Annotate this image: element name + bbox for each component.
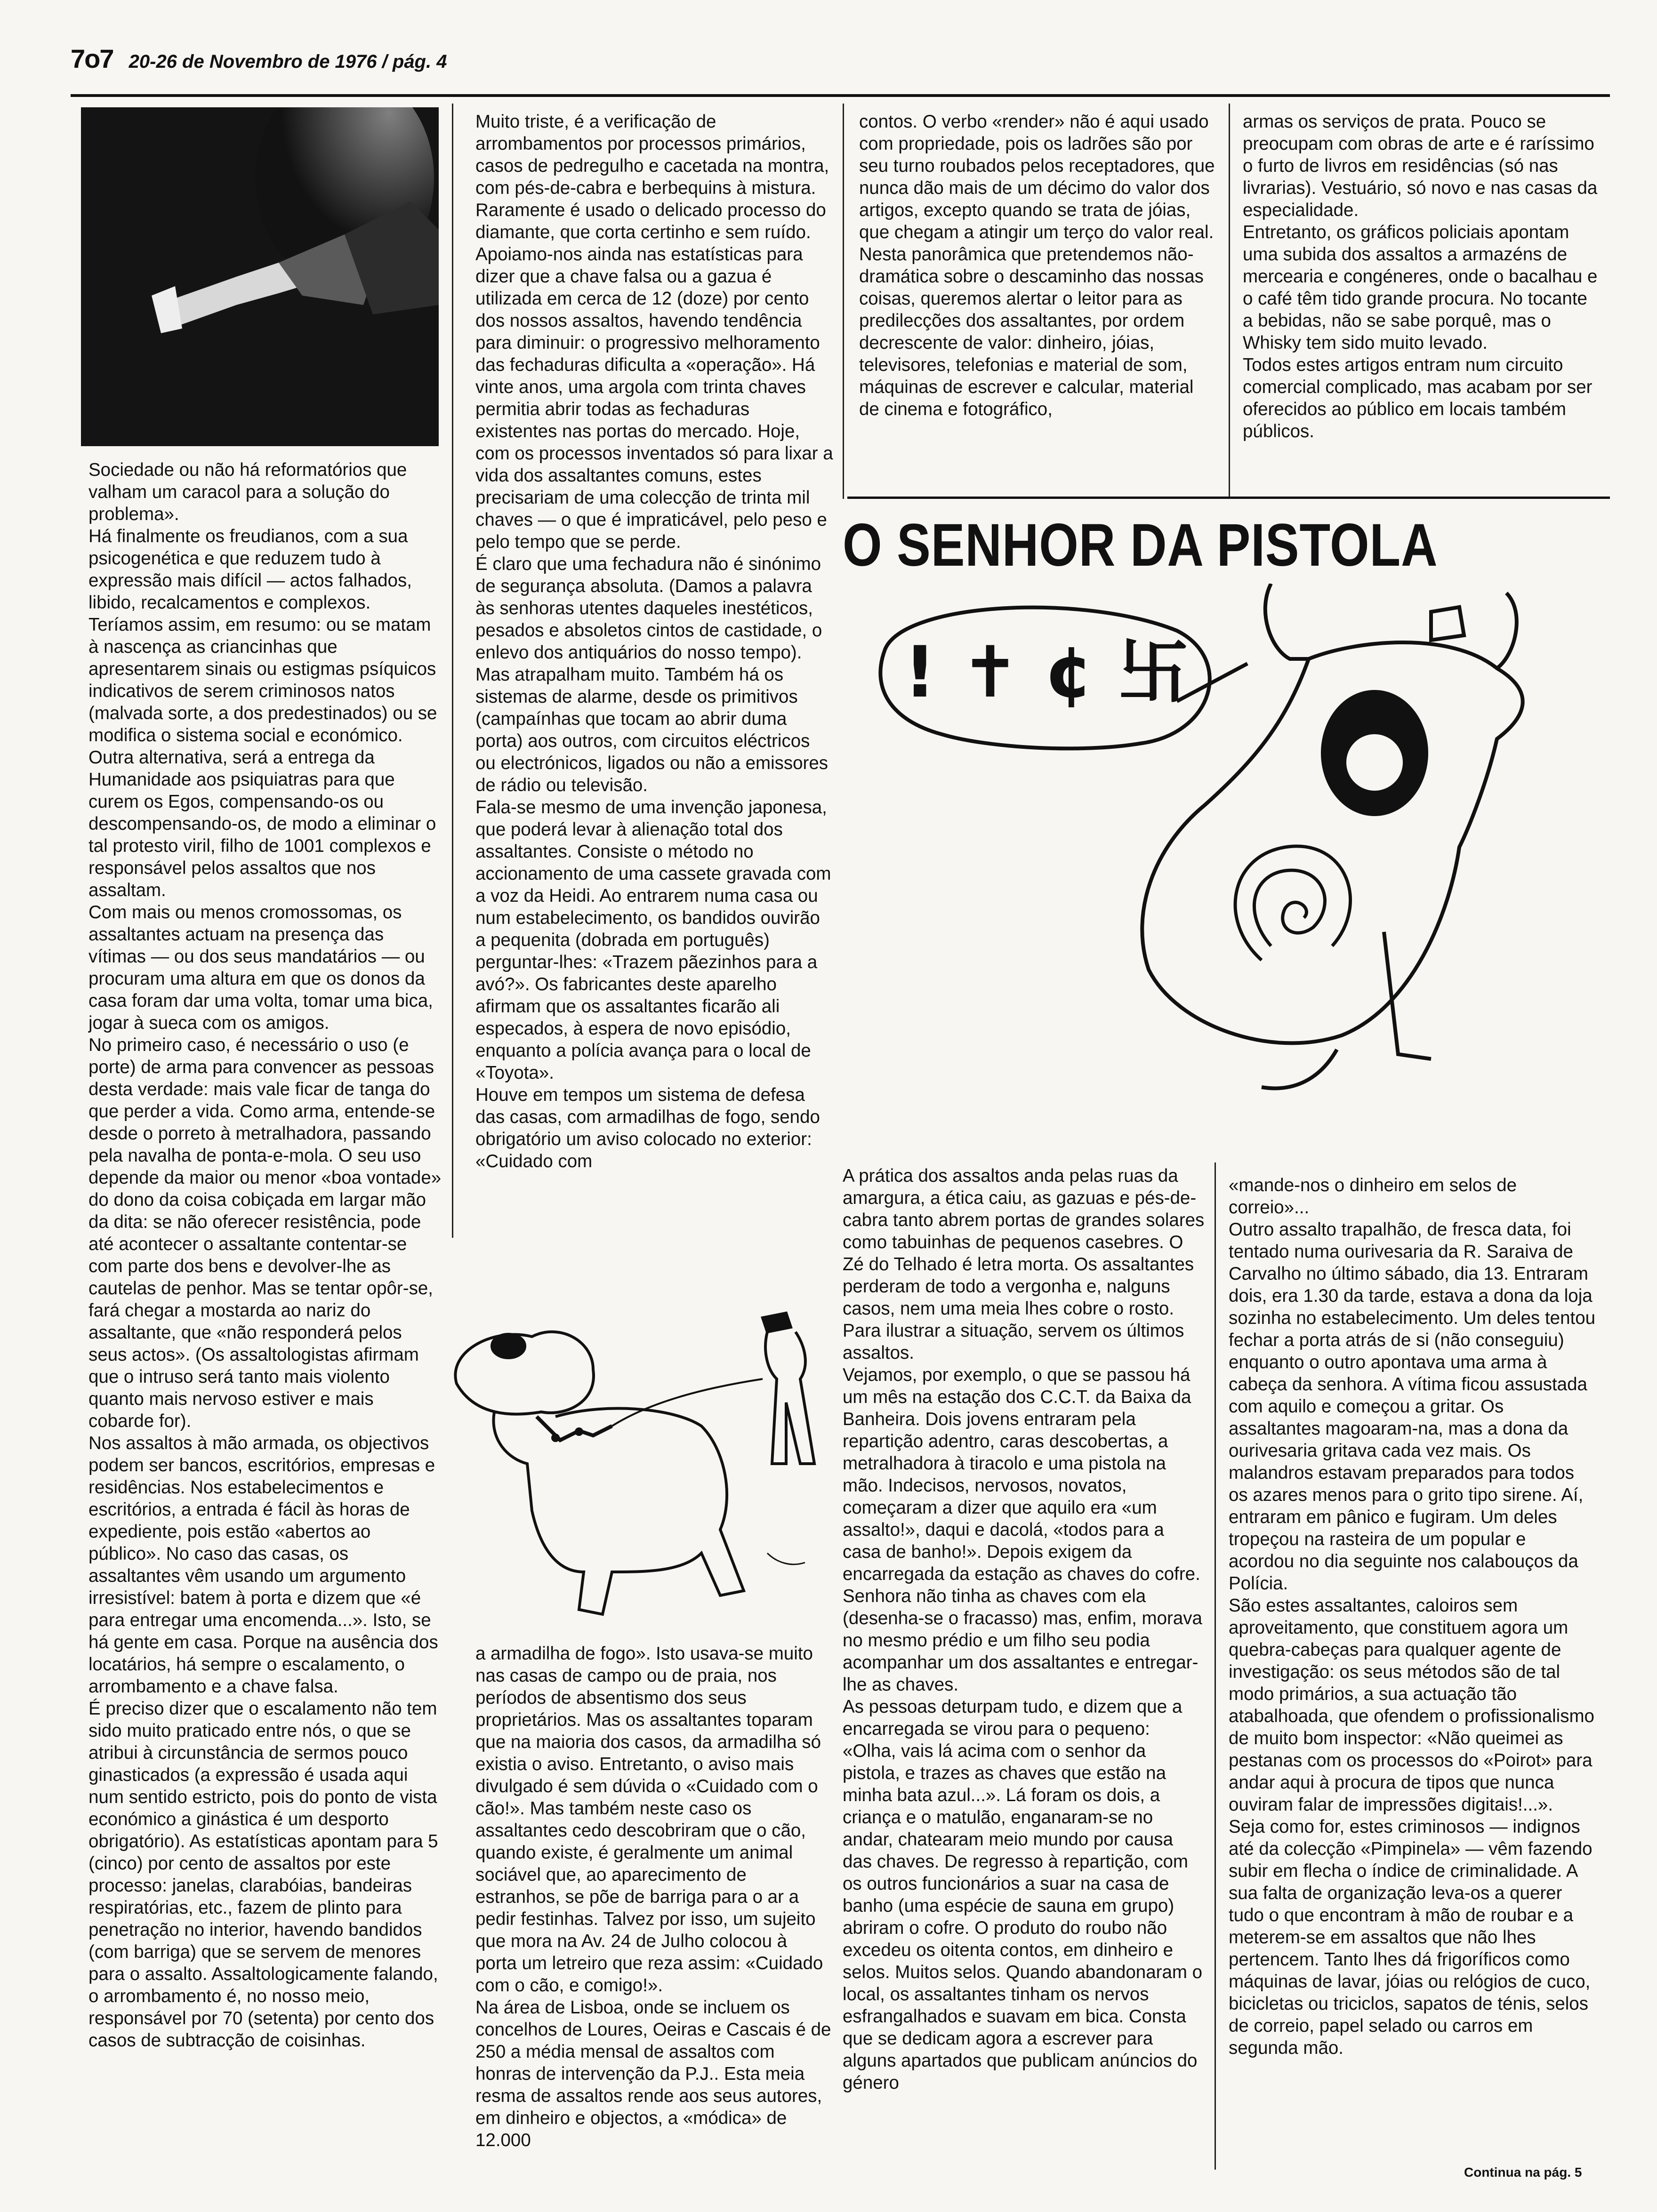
paragraph: Na área de Lisboa, onde se incluem os concelhos de Loures, Oeiras e Cascais é de 250 a média mensal de assaltos com honras de intervenção da P.J.. Esta meia resma de assaltos rende aos seus autores, em dinheiro e objectos, a «módica» de 12.000 <box>475 1997 831 2150</box>
column-divider <box>1229 104 1230 499</box>
paragraph: a armadilha de fogo». Isto usava-se muito nas casas de campo ou de praia, nos períodos de absentismo dos seus proprietários. Mas os assaltantes toparam que na maioria dos casos, da armadilha só existia o aviso. Entretanto, o aviso mais divulgado é sem dúvida o «Cuidado com o cão!». Mas também neste caso os assaltantes cedo descobriram que o cão, quando existe, é geralmente um animal sociável que, ao aparecimento de estranhos, se põe de barriga para o ar a pedir festinhas. Talvez por isso, um sujeito que mora na Av. 24 de Julho colocou à porta um letreiro que reza assim: «Cuidado com o cão, e comigo!». <box>475 1643 823 1996</box>
paragraph: Todos estes artigos entram num circuito comercial complicado, mas acabam por ser oferecidos ao público em locais também públicos. <box>1243 355 1593 441</box>
column-divider <box>1215 1162 1216 2170</box>
dog-cartoon <box>438 1308 843 1647</box>
column-2 <box>475 111 833 1172</box>
paragraph: Sociedade ou não há reformatórios que valham um caracol para a solução do problema». <box>88 460 407 524</box>
column-6 <box>1229 1174 1596 2059</box>
cartoon-figure-icon <box>847 584 1610 1111</box>
paragraph: Com mais ou menos cromossomas, os assaltantes actuam na presença das vítimas — ou dos seus mandatários — ou procuram uma altura em que os donos da casa foram dar uma volta, tomar uma bica, jogar à sueca com os amigos. <box>88 902 433 1033</box>
column-5 <box>843 1165 1205 2094</box>
paragraph: «mande-nos o dinheiro em selos de correio»... <box>1229 1175 1517 1218</box>
paragraph: Teríamos assim, em resumo: ou se matam à nascença as criancinhas que apresentarem sinais ou estigmas psíquicos indicativos de serem criminosos natos (malvada sorte, a dos predestinados) ou se modifica o sistema social e económico. Outra alternativa, será a entrega da Humanidade aos psiquiatras para que curem os Egos, compensando-os ou descompensando-os, de modo a eliminar o tal protesto viril, filho de 1001 complexos e responsável pelos assaltos que nos assaltam. <box>88 615 437 900</box>
article-title: O SENHOR DA PISTOLA <box>843 512 1438 579</box>
paragraph: Vejamos, por exemplo, o que se passou há um mês na estação dos C.C.T. da Baixa da Banheira. Dois jovens entraram pela repartição adentro, caras descobertas, a metralhadora à tiracolo e uma pistola na mão. Indecisos, nervosos, novatos, começaram a dizer que aquilo era «um assalto!», daqui e dacolá, «todos para a casa de banho!». Depois exigem da encarregada da estação as chaves do cofre. Senhora não tinha as chaves com ela (desenha-se o fracasso) mas, enfim, morava no mesmo prédio e um filho seu podia acompanhar um dos assaltantes e entregar-lhe as chaves. <box>843 1365 1202 1695</box>
paragraph: Outro assalto trapalhão, de fresca data, foi tentado numa ourivesaria da R. Saraiva de Carvalho no último sábado, dia 13. Entraram dois, era 1.30 da tarde, estava a dona da loja sozinha no estabelecimento. Um deles tentou fechar a porta atrás de si (não conseguiu) enquanto o outro apontava uma arma à cabeça da senhora. A vítima ficou assustada com aquilo e começou a gritar. Os assaltantes magoaram-na, mas a dona da ourivesaria gritava cada vez mais. Os malandros estavam preparados para todos os azares menos para o grito tipo sirene. Aí, entraram em pânico e fugiram. Um deles tropeçou na rasteira de um popular e acordou no dia seguinte nos calabouços da Polícia. <box>1229 1219 1596 1594</box>
paragraph: Há finalmente os freudianos, com a sua psicogenética e que reduzem tudo à expressão mais difícil — actos falhados, libido, recalcamentos e complexos. <box>88 526 412 613</box>
continued-note: Continua na pág. 5 <box>1464 2165 1582 2180</box>
header-rule <box>71 94 1610 97</box>
paragraph: Apoiamo-nos ainda nas estatísticas para dizer que a chave falsa ou a gazua é utilizada em cerca de 12 (doze) por cento dos nossos assaltos, havendo tendência para diminuir: o progressivo melhoramento das fechaduras dificulta a «operação». Há vinte anos, uma argola com trinta chaves permitia abrir todas as fechaduras existentes nas portas do mercado. Hoje, com os processos inventados só para lixar a vida dos assaltantes comuns, estes precisariam de uma colecção de trinta mil chaves — o que é impraticável, pelo peso e pelo tempo que se perde. <box>475 244 833 552</box>
column-divider <box>843 104 844 499</box>
pistol-man-cartoon <box>847 584 1610 1111</box>
newspaper-logo: 7o7 <box>71 44 113 73</box>
paragraph: Nos assaltos à mão armada, os objectivos podem ser bancos, escritórios, empresas e residências. Nos estabelecimentos e escritórios, a entrada é fácil às horas de expediente, pois estão «abertos ao público». No caso das casas, os assaltantes vêm usando um argumento irresistível: batem à porta e dizem que «é para entregar uma encomenda...». Isto, se há gente em casa. Porque na ausência dos locatários, há sempre o escalamento, o arrombamento e a chave falsa. <box>88 1433 438 1697</box>
column-divider <box>452 104 453 1238</box>
paragraph: Muito triste, é a verificação de arrombamentos por processos primários, casos de pedregulho e cacetada na montra, com pés-de-cabra e berbequins à mistura. Raramente é usado o delicado processo do diamante, que corta certinho e sem ruído. <box>475 112 829 242</box>
column-3 <box>859 111 1217 420</box>
column-4 <box>1243 111 1601 442</box>
paragraph: Nesta panorâmica que pretendemos não-dramática sobre o descaminho das nossas coisas, queremos alertar o leitor para as predilecções dos assaltantes, por ordem decrescente de valor: dinheiro, jóias, televisores, telefonias e material de som, máquinas de escrever e calcular, material de cinema e fotográfico, <box>859 244 1204 419</box>
date-page: 20-26 de Novembro de 1976 / pág. 4 <box>129 51 447 72</box>
column-2-continued <box>475 1643 833 2151</box>
paragraph: Entretanto, os gráficos policiais apontam uma subida dos assaltos a armazéns de mercearia e congéneres, onde o bacalhau e o café têm tido grande procura. No tocante a bebidas, não se sabe porquê, mas o Whisky tem sido muito levado. <box>1243 222 1598 353</box>
paragraph: A prática dos assaltos anda pelas ruas da amargura, a ética caiu, as gazuas e pés-de-cabra tanto abrem portas de grandes solares como tabuinhas de pequenos casebres. O Zé do Telhado é letra morta. Os assaltantes perderam de todo a vergonha e, nalguns casos, nem uma meia lhes cobre o rosto. <box>843 1166 1205 1319</box>
paragraph: São estes assaltantes, caloiros sem aproveitamento, que constituem agora um quebra-cabeças para qualquer agente de investigação: os seus métodos são de tal modo primários, a sua actuação tão atabalhoada, que ofendem o profissionalismo de muito bom inspector: «Não queimei as pestanas com os processos do «Poirot» para andar aqui à procura de tipos que nunca ouviram falar de impressões digitais!...». <box>1229 1595 1594 1815</box>
paragraph: Houve em tempos um sistema de defesa das casas, com armadilhas de fogo, sendo obrigatório um aviso colocado no exterior: «Cuidado com <box>475 1085 820 1171</box>
paragraph: Fala-se mesmo de uma invenção japonesa, que poderá levar à alienação total dos assaltantes. Consiste o método no accionamento de uma cassete gravada com a voz da Heidi. Ao entrarem numa casa ou num estabelecimento, os bandidos ouvirão a pequenita (dobrada em português) perguntar-lhes: «Trazem pãezinhos para a avó?». Os fabricantes deste aparelho afirmam que os assaltantes ficarão ali especados, à espera de novo episódio, enquanto a polícia avança para o local de «Toyota». <box>475 797 831 1083</box>
paragraph: No primeiro caso, é necessário o uso (e porte) de arma para convencer as pessoas desta verdade: mais vale ficar de tanga do que perder a vida. Como arma, entende-se desde o porreto à metralhadora, passando pela navalha de ponta-e-mola. O seu uso depende da maior ou menor «boa vontade» do dono da coisa cobiçada em largar mão da dita: se não oferecer resistência, pode até acontecer o assaltante contentar-se com parte dos bens e devolver-lhe as cautelas de penhor. Mas se tentar opôr-se, fará chegar a mostarda ao nariz do assaltante, que «não responderá pelos seus actos». (Os assaltologistas afirmam que o intruso será tanto mais violento quanto mais nervoso estiver e mais cobarde for). <box>88 1035 442 1431</box>
pistol-icon <box>81 107 439 446</box>
paragraph: As pessoas deturpam tudo, e dizem que a encarregada se virou para o pequeno: «Olha, vais lá acima com o senhor da pistola, e trazes as chaves que estão na minha bata azul...». Lá foram os dois, a criança e o matulão, enganaram-se no andar, chatearam meio mundo por causa das chaves. De regresso à repartição, com os outros funcionários a suar na casa de banho (uma espécie de sauna em grupo) abriram o cofre. O produto do roubo não excedeu os oitenta contos, em dinheiro e selos. Muitos selos. Quando abandonaram o local, os assaltantes tinham os nervos esfrangalhados e suavam em bica. Consta que se dedicam agora a escrever para alguns apartados que publicam anúncios do género <box>843 1697 1203 2093</box>
paragraph: Seja como for, estes criminosos — indignos até da colecção «Pimpinela» — vêm fazendo subir em flecha o índice de criminalidade. A sua falta de organização leva-os a querer tudo o que encontram à mão de roubar e a meterem-se em assaltos que não lhes pertencem. Tanto lhes dá frigoríficos como máquinas de lavar, jóias ou relógios de cuco, bicicletas ou triciclos, sapatos de ténis, selos de correio, papel selado ou carros em segunda mão. <box>1229 1817 1593 2058</box>
pistol-photo <box>81 107 439 446</box>
speech-text: ! ✝ ¢ 卐 <box>904 632 1189 713</box>
column-1 <box>88 459 442 2052</box>
section-rule <box>847 497 1610 499</box>
dog-icon <box>438 1308 843 1647</box>
page-header <box>71 43 447 74</box>
paragraph: É claro que uma fechadura não é sinónimo de segurança absoluta. (Damos a palavra às senhoras utentes daqueles inestéticos, pesados e absoletos cintos de castidade, o enlevo dos antiquários do nosso tempo). Mas atrapalham muito. Também há os sistemas de alarme, desde os primitivos (campaínhas que tocam ao abrir duma porta) aos outros, com circuitos eléctricos ou electrónicos, ligados ou não a emissores de rádio ou televisão. <box>475 554 828 795</box>
paragraph: É preciso dizer que o escalamento não tem sido muito praticado entre nós, o que se atribui à circunstância de sermos pouco ginasticados (a expressão é usada aqui num sentido estricto, pois do ponto de vista económico a ginástica é um desporto obrigatório). As estatísticas apontam para 5 (cinco) por cento de assaltos por este processo: janelas, clarabóias, bandeiras respiratórias, etc., fazem de plinto para penetração no interior, havendo bandidos (com barriga) que se servem de menores para o assalto. Assaltologicamente falando, o arrombamento é, no nosso meio, responsável por 70 (setenta) por cento dos casos de subtracção de coisinhas. <box>88 1699 438 2051</box>
paragraph: armas os serviços de prata. Pouco se preocupam com obras de arte e é raríssimo o furto de livros em residências (só nas livrarias). Vestuário, só novo e nas casas da especialidade. <box>1243 112 1598 220</box>
paragraph: contos. O verbo «render» não é aqui usado com propriedade, pois os ladrões são por seu turno roubados pelos receptadores, que nunca dão mais de um décimo do valor dos artigos, excepto quando se trata de jóias, que chegam a atingir um terço do valor real. <box>859 112 1215 242</box>
paragraph: Para ilustrar a situação, servem os últimos assaltos. <box>843 1321 1184 1363</box>
